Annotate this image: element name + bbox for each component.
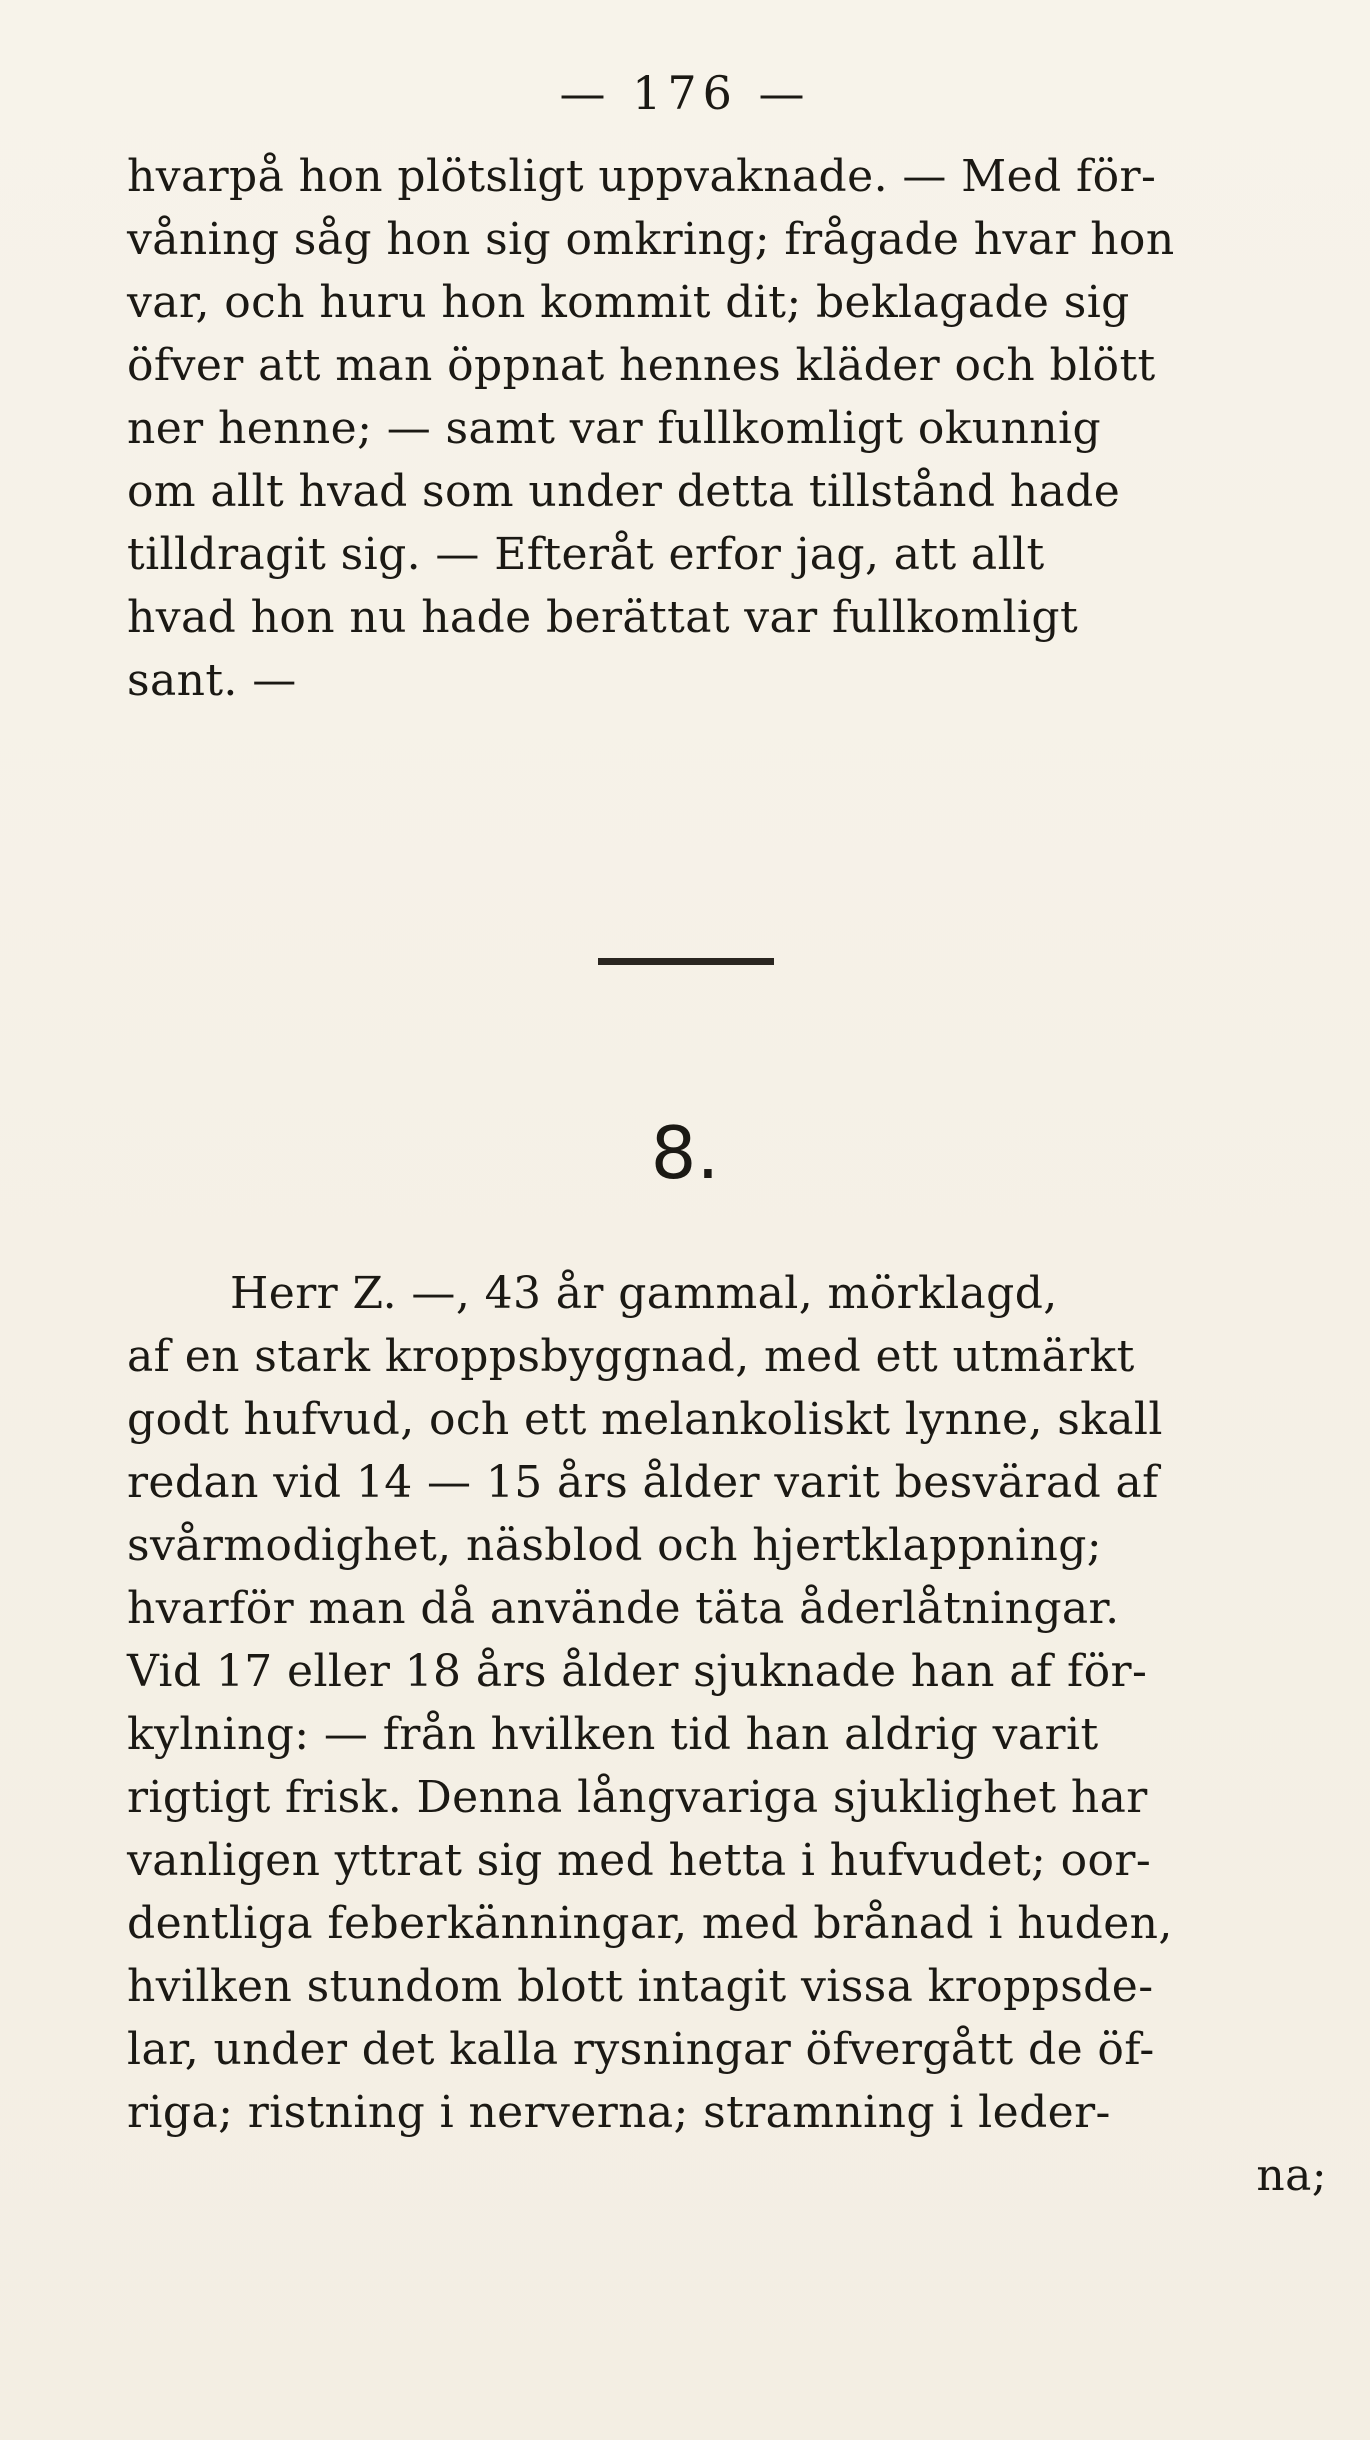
text-line: riga; ristning i nerverna; stramning i leder-: [127, 2087, 1111, 2138]
text-line: Herr Z. —, 43 år gammal, mörklagd,: [230, 1268, 1058, 1319]
text-line: af en stark kroppsbyggnad, med ett utmärkt: [127, 1331, 1135, 1382]
section-divider: [598, 958, 774, 965]
section-number: 8.: [650, 1111, 720, 1195]
text-line: hvarför man då använde täta åderlåtningar.: [127, 1583, 1120, 1634]
text-line: tilldragit sig. — Efteråt erfor jag, att allt: [127, 529, 1045, 580]
text-line: redan vid 14 — 15 års ålder varit besvärad af: [127, 1457, 1159, 1508]
text-line: dentliga feberkänningar, med brånad i huden,: [127, 1898, 1173, 1949]
text-line: hvarpå hon plötsligt uppvaknade. — Med för-: [127, 151, 1157, 202]
continued-paragraph: [127, 145, 1345, 712]
text-line: öfver att man öppnat hennes kläder och blött: [127, 340, 1156, 391]
text-line: na;: [1256, 2150, 1327, 2201]
text-line: godt hufvud, och ett melankoliskt lynne, skall: [127, 1394, 1163, 1445]
text-line: hvad hon nu hade berättat var fullkomligt: [127, 592, 1079, 643]
text-line: lar, under det kalla rysningar öfvergått de öf-: [127, 2024, 1155, 2075]
text-line: ner henne; — samt var fullkomligt okunnig: [127, 403, 1102, 454]
text-line: våning såg hon sig omkring; frågade hvar hon: [127, 214, 1175, 265]
text-line: sant. —: [127, 655, 297, 706]
text-line: vanligen yttrat sig med hetta i hufvudet; oor-: [127, 1835, 1152, 1886]
text-line: om allt hvad som under detta tillstånd hade: [127, 466, 1121, 517]
page-number: — 176 —: [559, 66, 811, 120]
text-line: kylning: — från hvilken tid han aldrig varit: [127, 1709, 1099, 1760]
text-line: Vid 17 eller 18 års ålder sjuknade han af för-: [127, 1646, 1148, 1697]
text-line: var, och huru hon kommit dit; beklagade sig: [127, 277, 1130, 328]
text-line: svårmodighet, näsblod och hjertklappning;: [127, 1520, 1103, 1571]
case-paragraph: [127, 1262, 1345, 2207]
text-line: hvilken stundom blott intagit vissa kroppsde-: [127, 1961, 1154, 2012]
text-line: rigtigt frisk. Denna långvariga sjuklighet har: [127, 1772, 1148, 1823]
